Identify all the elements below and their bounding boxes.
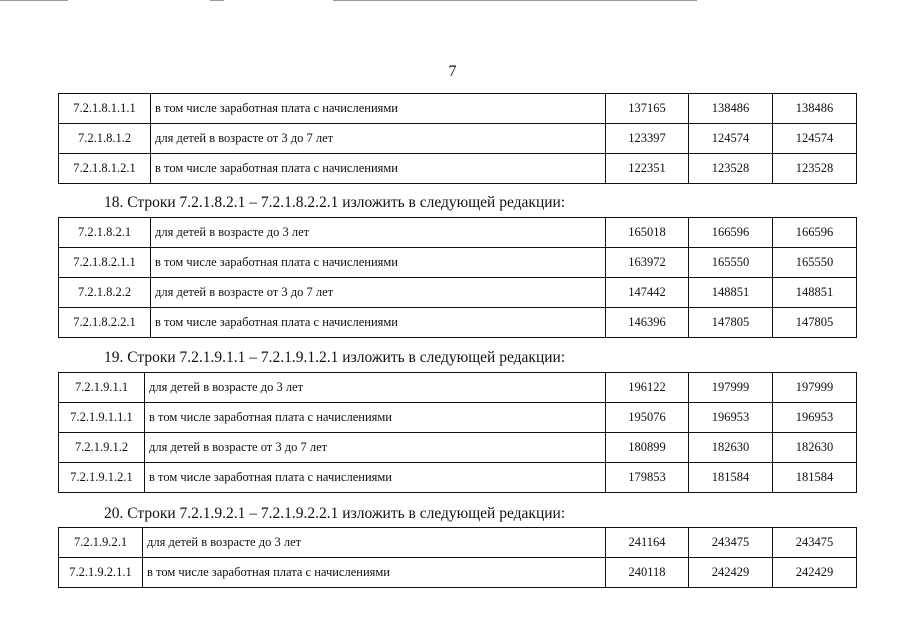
table-row [59, 373, 857, 403]
value-cell: 147805 [773, 308, 857, 338]
row-description-cell: для детей в возрасте до 3 лет [145, 373, 606, 403]
row-code-cell: 7.2.1.8.1.2 [59, 124, 151, 154]
value-cell: 123528 [689, 154, 773, 184]
value-cell: 138486 [689, 94, 773, 124]
section-heading: 20. Строки 7.2.1.9.2.1 – 7.2.1.9.2.2.1 изложить в следующей редакции: [104, 505, 566, 522]
value-cell: 163972 [606, 248, 689, 278]
row-description-cell: для детей в возрасте до 3 лет [151, 218, 606, 248]
value-cell: 180899 [606, 433, 689, 463]
value-cell: 181584 [773, 463, 857, 493]
table-row [59, 558, 857, 588]
table-row [59, 528, 857, 558]
value-cell: 165550 [689, 248, 773, 278]
value-cell: 166596 [689, 218, 773, 248]
value-cell: 166596 [773, 218, 857, 248]
table-row [59, 463, 857, 493]
row-code-cell: 7.2.1.9.1.1 [59, 373, 145, 403]
row-code-cell: 7.2.1.8.2.2.1 [59, 308, 151, 338]
row-description-cell: в том числе заработная плата с начислениями [151, 94, 606, 124]
table-row [59, 124, 857, 154]
row-code-cell: 7.2.1.9.1.2.1 [59, 463, 145, 493]
row-code-cell: 7.2.1.9.2.1.1 [59, 558, 143, 588]
data-table [58, 527, 857, 588]
value-cell: 241164 [606, 528, 689, 558]
row-code-cell: 7.2.1.8.1.1.1 [59, 94, 151, 124]
value-cell: 123397 [606, 124, 689, 154]
row-code-cell: 7.2.1.9.2.1 [59, 528, 143, 558]
value-cell: 196122 [606, 373, 689, 403]
value-cell: 165550 [773, 248, 857, 278]
value-cell: 138486 [773, 94, 857, 124]
section-heading: 19. Строки 7.2.1.9.1.1 – 7.2.1.9.1.2.1 изложить в следующей редакции: [104, 349, 566, 366]
row-description-cell: в том числе заработная плата с начислениями [145, 463, 606, 493]
data-table [58, 217, 857, 338]
table-row [59, 433, 857, 463]
data-table [58, 372, 857, 493]
table-row [59, 278, 857, 308]
row-code-cell: 7.2.1.9.1.1.1 [59, 403, 145, 433]
value-cell: 146396 [606, 308, 689, 338]
row-code-cell: 7.2.1.9.1.2 [59, 433, 145, 463]
value-cell: 182630 [689, 433, 773, 463]
value-cell: 147805 [689, 308, 773, 338]
row-code-cell: 7.2.1.8.2.2 [59, 278, 151, 308]
row-description-cell: в том числе заработная плата с начислениями [151, 248, 606, 278]
table-row [59, 218, 857, 248]
value-cell: 123528 [773, 154, 857, 184]
table-row [59, 403, 857, 433]
row-description-cell: в том числе заработная плата с начислениями [145, 403, 606, 433]
row-description-cell: в том числе заработная плата с начислениями [143, 558, 606, 588]
page-number: 7 [448, 63, 457, 80]
value-cell: 165018 [606, 218, 689, 248]
value-cell: 243475 [689, 528, 773, 558]
table-row [59, 248, 857, 278]
row-description-cell: для детей в возрасте от 3 до 7 лет [151, 124, 606, 154]
value-cell: 148851 [689, 278, 773, 308]
value-cell: 137165 [606, 94, 689, 124]
data-table [58, 93, 857, 184]
value-cell: 122351 [606, 154, 689, 184]
value-cell: 242429 [773, 558, 857, 588]
row-description-cell: для детей в возрасте до 3 лет [143, 528, 606, 558]
table-row [59, 154, 857, 184]
value-cell: 179853 [606, 463, 689, 493]
value-cell: 147442 [606, 278, 689, 308]
value-cell: 197999 [689, 373, 773, 403]
row-description-cell: для детей в возрасте от 3 до 7 лет [151, 278, 606, 308]
value-cell: 124574 [773, 124, 857, 154]
value-cell: 242429 [689, 558, 773, 588]
value-cell: 124574 [689, 124, 773, 154]
row-description-cell: для детей в возрасте от 3 до 7 лет [145, 433, 606, 463]
value-cell: 148851 [773, 278, 857, 308]
value-cell: 195076 [606, 403, 689, 433]
value-cell: 197999 [773, 373, 857, 403]
table-row [59, 94, 857, 124]
row-code-cell: 7.2.1.8.2.1.1 [59, 248, 151, 278]
value-cell: 181584 [689, 463, 773, 493]
section-heading: 18. Строки 7.2.1.8.2.1 – 7.2.1.8.2.2.1 изложить в следующей редакции: [104, 194, 566, 211]
value-cell: 243475 [773, 528, 857, 558]
value-cell: 182630 [773, 433, 857, 463]
row-code-cell: 7.2.1.8.1.2.1 [59, 154, 151, 184]
value-cell: 196953 [689, 403, 773, 433]
table-row [59, 308, 857, 338]
row-description-cell: в том числе заработная плата с начислениями [151, 308, 606, 338]
row-description-cell: в том числе заработная плата с начислениями [151, 154, 606, 184]
row-code-cell: 7.2.1.8.2.1 [59, 218, 151, 248]
value-cell: 196953 [773, 403, 857, 433]
value-cell: 240118 [606, 558, 689, 588]
